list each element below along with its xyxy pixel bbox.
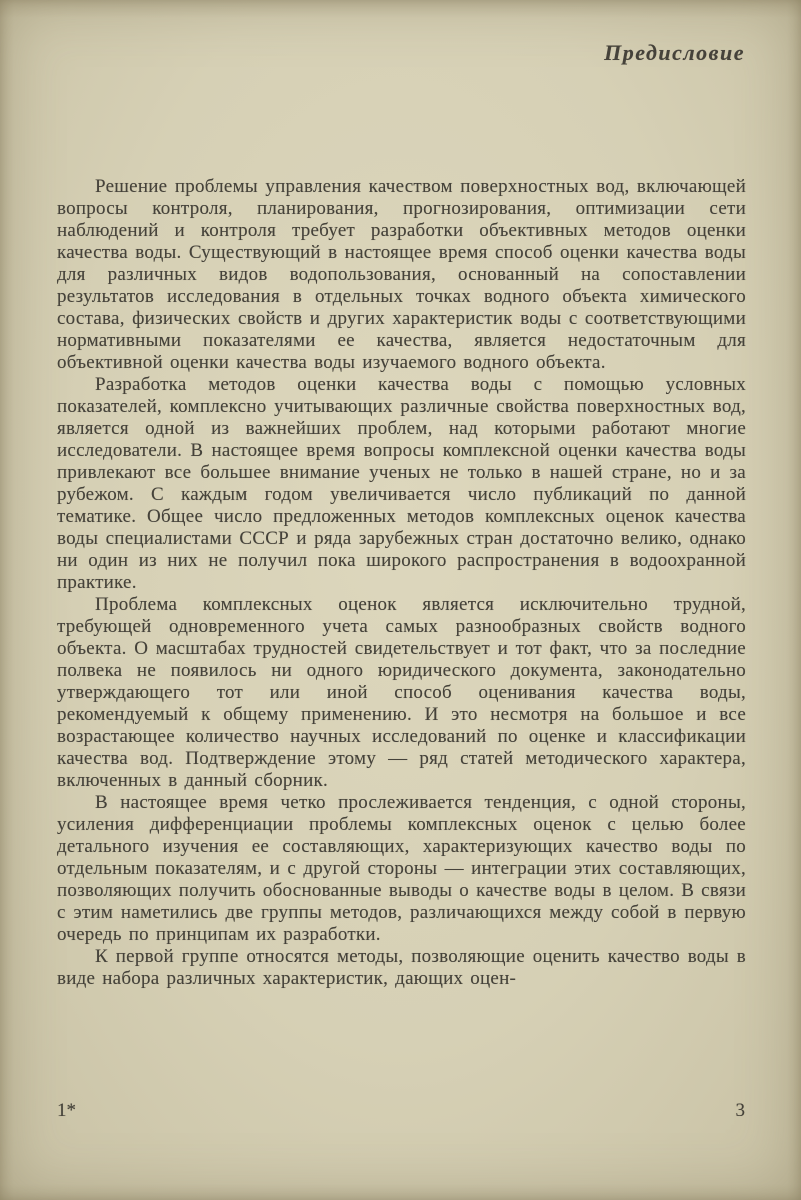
paragraph: Решение проблемы управления качеством поверхностных вод, включающей вопросы контроля, планирования, прогнозирования, оптимизации сети наблюдений и контроля требует разработки объективных методов оценки качества воды. Существующий в настоящее время способ оценки качества воды для различных видов водопользования, основанный на сопоставлении результатов исследования в отдельных точках водного объекта химического состава, физических свойств и других характеристик воды с соответствующими нормативными показателями ее качества, является недостаточным для объективной оценки качества воды изучаемого водного объекта. (57, 176, 746, 373)
paragraph: Разработка методов оценки качества воды с помощью условных показателей, комплексно учитывающих различные свойства поверхностных вод, является одной из важнейших проблем, над которыми работают многие исследователи. В настоящее время вопросы комплексной оценки качества воды привлекают все большее внимание ученых не только в нашей стране, но и за рубежом. С каждым годом увеличивается число публикаций по данной тематике. Общее число предложенных методов комплексных оценок качества воды специалистами СССР и ряда зарубежных стран достаточно велико, однако ни один из них не получил пока широкого распространения в водоохранной практике. (57, 374, 746, 593)
page-footer (57, 1100, 745, 1122)
page-number: 3 (735, 1100, 745, 1121)
paragraph: В настоящее время четко прослеживается тенденция, с одной стороны, усиления дифференциации проблемы комплексных оценок с целью более детального изучения ее составляющих, характеризующих качество воды по отдельным показателям, и с другой стороны — интеграции этих составляющих, позволяющих получить обоснованные выводы о качестве воды в целом. В связи с этим наметились две группы методов, различающихся между собой в первую очередь по принципам их разработки. (57, 792, 746, 945)
page-body (57, 176, 746, 990)
preface-heading: Предисловие (604, 40, 745, 65)
signature-mark: 1* (57, 1100, 76, 1121)
paragraph: К первой группе относятся методы, позволяющие оценить качество воды в виде набора различных характеристик, дающих оцен- (57, 946, 746, 989)
paragraph: Проблема комплексных оценок является исключительно трудной, требующей одновременного учета самых разнообразных свойств водного объекта. О масштабах трудностей свидетельствует и тот факт, что за последние полвека не появилось ни одного юридического документа, законодательно утверждающего тот или иной способ оценивания качества воды, рекомендуемый к общему применению. И это несмотря на большое и все возрастающее количество научных исследований по оценке и классификации качества вод. Подтверждение этому — ряд статей методического характера, включенных в данный сборник. (57, 594, 746, 791)
